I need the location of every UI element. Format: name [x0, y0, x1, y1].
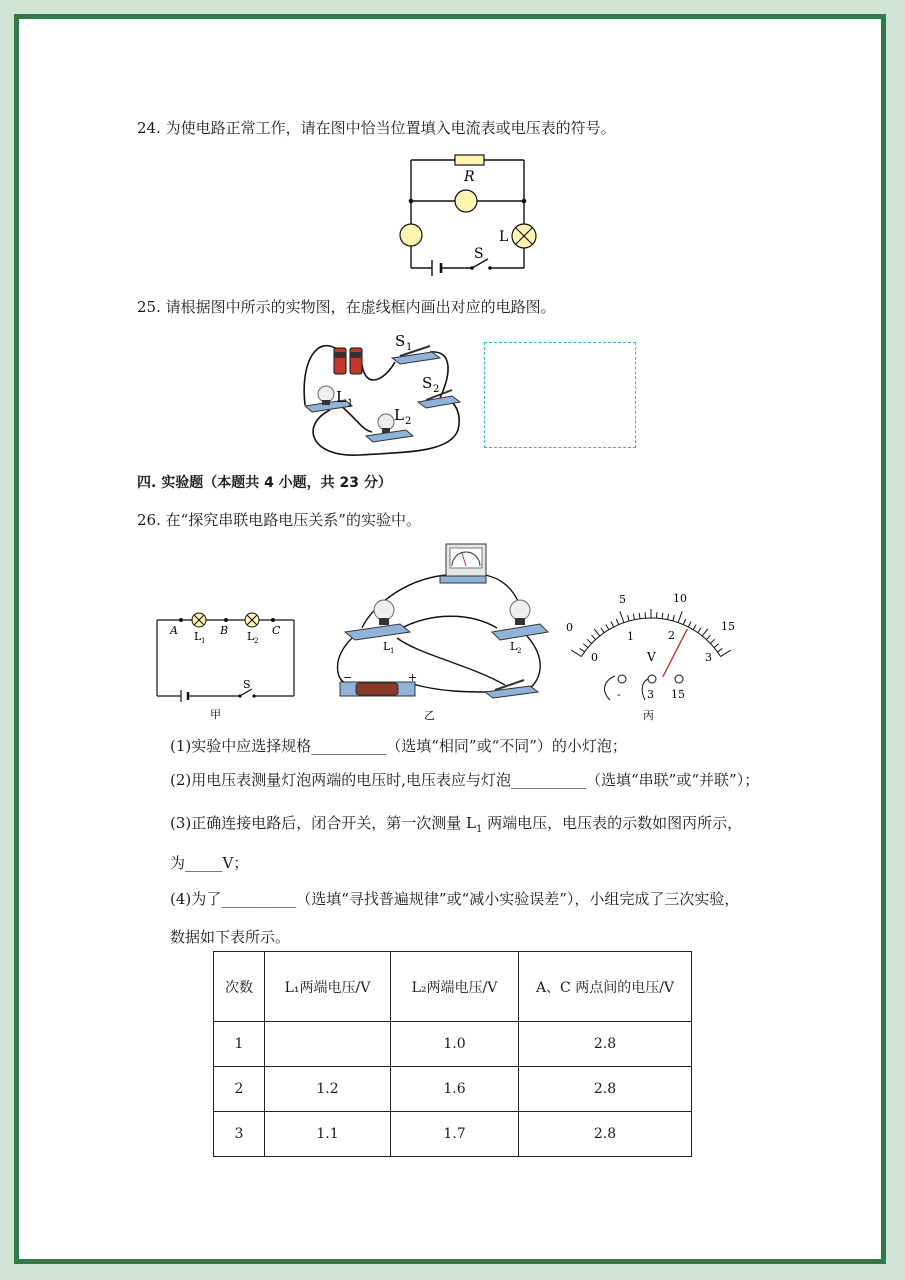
upper-scale-0: 0	[566, 621, 573, 634]
dial-tick	[698, 628, 701, 633]
jia-switch-label: S	[243, 678, 251, 691]
dial-tick	[710, 639, 714, 643]
dial-tick	[628, 615, 630, 621]
empty-meter-slot-left[interactable]	[400, 224, 422, 246]
jia-lamp1-label: L	[194, 630, 202, 643]
dial-tick	[606, 625, 609, 630]
resistor-R	[455, 155, 484, 165]
sub-question-3-subscript: 1	[475, 824, 483, 835]
terminal-minus-label: -	[617, 688, 621, 701]
table-header-row	[214, 952, 692, 1022]
sub-question-3-part-b: 两端电压，电压表的示数如图丙所示，	[482, 814, 743, 832]
dial-tick	[587, 639, 591, 643]
table-cell: 3	[214, 1112, 265, 1157]
dial-tick	[706, 635, 710, 639]
terminal-3	[648, 675, 656, 683]
q25-physical-circuit	[300, 330, 470, 460]
table-cell: 1.2	[265, 1067, 391, 1112]
label-S: S	[474, 246, 484, 262]
sub-question-3-part-a: (3)正确连接电路后，闭合开关，第一次测量 L	[170, 814, 476, 832]
answer-drawing-box[interactable]	[484, 342, 636, 448]
table-cell: 1.0	[391, 1022, 519, 1067]
sub-question-4: (4)为了__________（选填“寻找普遍规律”或“减小实验误差”），小组完成了三次实验，	[170, 890, 740, 908]
yi-lamp-L1	[345, 600, 410, 640]
table-cell: 2.8	[519, 1067, 692, 1112]
jia-lamp-L2	[245, 613, 259, 627]
bing-caption: 丙	[643, 709, 654, 722]
jia-lamp1-sub: 1	[201, 637, 206, 645]
data-table	[213, 951, 692, 1157]
sub-question-1: (1)实验中应选择规格__________（选填“相同”或“不同”）的小灯泡；	[170, 737, 627, 755]
yi-lamp2-label: L	[510, 640, 518, 653]
label-S1-sub: 1	[406, 342, 413, 353]
dial-tick	[620, 611, 624, 622]
dial-tick	[583, 644, 588, 648]
yi-caption: 乙	[424, 709, 435, 722]
table-header-cell: 次数	[214, 952, 265, 1022]
dial-tick	[683, 619, 685, 625]
jia-point-C: C	[272, 624, 281, 637]
yi-battery-minus: −	[343, 671, 353, 684]
jia-caption: 甲	[210, 708, 221, 721]
table-row	[214, 1067, 692, 1112]
jia-lamp-L1	[192, 613, 206, 627]
yi-lamp1-label: L	[383, 640, 391, 653]
battery-pack	[334, 348, 362, 374]
lower-scale-2: 2	[668, 629, 675, 642]
dial-tick	[673, 615, 675, 621]
yi-battery-pack	[340, 682, 415, 696]
dial-tick	[678, 611, 682, 622]
dial-tick	[688, 622, 691, 627]
label-S2: S	[422, 374, 433, 392]
dial-tick	[611, 622, 614, 627]
figure-jia-circuit	[150, 605, 300, 720]
question-25-text: 25. 请根据图中所示的实物图，在虚线框内画出对应的电路图。	[137, 298, 556, 316]
table-cell: 1.7	[391, 1112, 519, 1157]
dial-tick	[633, 614, 634, 620]
yi-switch	[485, 680, 538, 698]
label-R: R	[464, 169, 475, 185]
table-row	[214, 1112, 692, 1157]
dial-tick	[594, 629, 600, 636]
yi-lamp-L2	[492, 600, 548, 640]
yi-voltmeter	[440, 544, 486, 583]
lower-scale-0: 0	[591, 651, 598, 664]
table-cell: 2	[214, 1067, 265, 1112]
figure-bing-voltmeter-dial	[560, 588, 745, 723]
figure-yi-physical-circuit	[330, 540, 555, 722]
dial-needle	[663, 629, 688, 677]
table-header-cell: L₂两端电压/V	[391, 952, 519, 1022]
label-L2: L	[394, 406, 404, 424]
table-header-cell: A、C 两点间的电压/V	[519, 952, 692, 1022]
label-L: L	[499, 229, 509, 245]
table-cell-blank[interactable]	[265, 1022, 391, 1067]
lower-scale-1: 1	[627, 630, 634, 643]
terminal-minus	[618, 675, 626, 683]
lower-scale-3: 3	[705, 651, 712, 664]
dial-tick	[592, 635, 596, 639]
label-L1-sub: 1	[347, 398, 354, 409]
table-cell: 2.8	[519, 1022, 692, 1067]
question-26-text: 26. 在“探究串联电路电压关系”的实验中。	[137, 511, 421, 529]
upper-scale-15: 15	[721, 620, 735, 633]
dial-tick	[571, 650, 581, 656]
upper-scale-10: 10	[673, 592, 687, 605]
table-header-cell: L₁两端电压/V	[265, 952, 391, 1022]
yi-lamp2-sub: 2	[517, 647, 522, 655]
yi-battery-plus: +	[408, 671, 418, 684]
sub-question-3	[170, 813, 742, 840]
question-24-text: 24. 为使电路正常工作，请在图中恰当位置填入电流表或电压表的符号。	[137, 119, 616, 137]
table-cell: 1.1	[265, 1112, 391, 1157]
terminal-15-label: 15	[671, 688, 685, 701]
table-cell: 1.6	[391, 1067, 519, 1112]
dial-tick	[601, 628, 604, 633]
jia-point-A: A	[170, 624, 178, 637]
jia-lamp2-label: L	[247, 630, 255, 643]
dial-tick	[714, 644, 719, 648]
dial-tick	[702, 629, 708, 636]
sub-question-3-answer-line: 为_____V；	[170, 854, 249, 872]
dial-tick	[693, 625, 696, 630]
dial-unit: V	[647, 650, 656, 664]
label-L1: L	[336, 388, 346, 406]
label-S2-sub: 2	[433, 384, 440, 395]
label-S1: S	[395, 332, 406, 350]
battery-symbol	[432, 260, 441, 276]
jia-point-B: B	[220, 624, 229, 637]
sub-question-4-continued: 数据如下表所示。	[170, 928, 291, 946]
dial-tick	[667, 614, 668, 620]
dial-tick	[662, 613, 663, 619]
terminal-15	[675, 675, 683, 683]
dial-tick	[580, 648, 585, 652]
section-4-heading: 四. 实验题（本题共 4 小题，共 23 分）	[137, 475, 392, 491]
jia-lamp2-sub: 2	[254, 637, 259, 645]
dial-tick	[616, 619, 618, 625]
label-L2-sub: 2	[405, 416, 412, 427]
yi-lamp1-sub: 1	[390, 647, 395, 655]
dial-tick	[639, 613, 640, 619]
dial-tick	[717, 648, 722, 652]
table-cell: 2.8	[519, 1112, 692, 1157]
table-cell: 1	[214, 1022, 265, 1067]
dial-tick	[721, 650, 731, 656]
q24-circuit-diagram	[395, 150, 545, 275]
sub-question-2: (2)用电压表测量灯泡两端的电压时,电压表应与灯泡__________（选填“串联”或“并联”）；	[170, 771, 760, 789]
table-row	[214, 1022, 692, 1067]
upper-scale-5: 5	[619, 593, 626, 606]
terminal-3-label: 3	[647, 688, 654, 701]
empty-meter-slot-top[interactable]	[455, 190, 477, 212]
